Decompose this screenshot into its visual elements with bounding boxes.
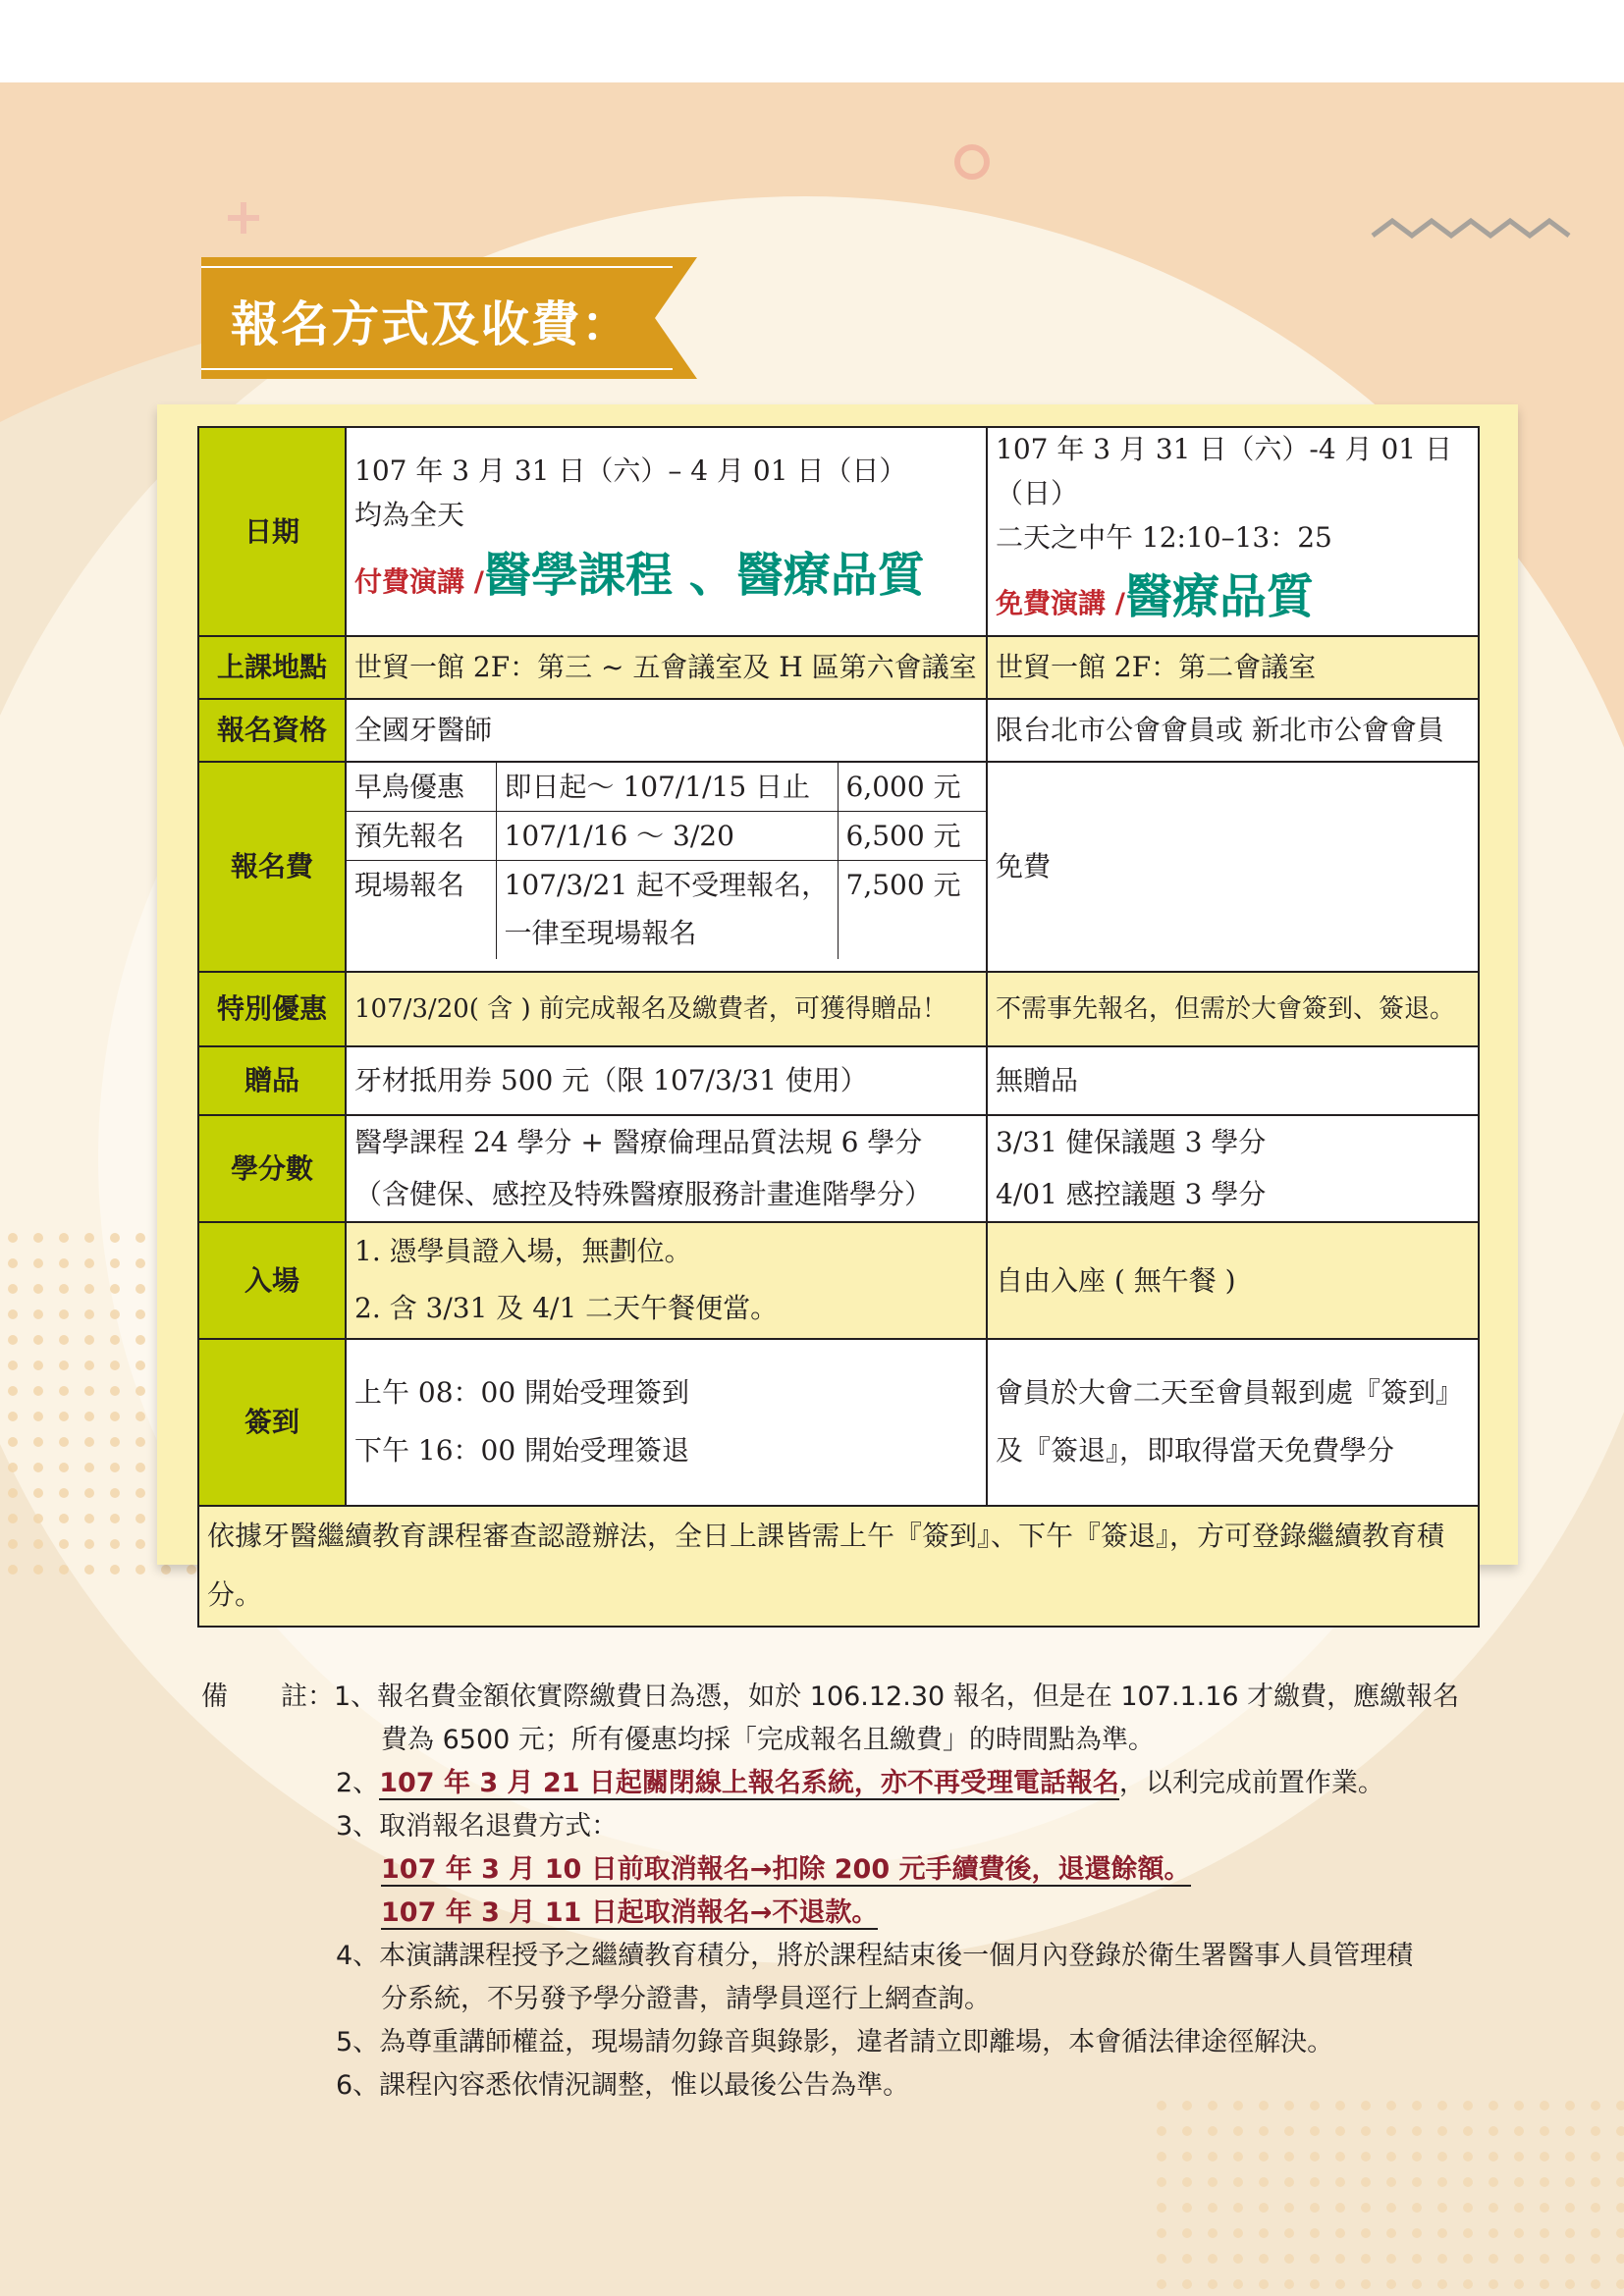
eligibility-paid: 全國牙醫師 <box>346 699 987 762</box>
row-label-venue: 上課地點 <box>198 636 346 699</box>
signin-paid: 上午 08：00 開始受理簽到 下午 16：00 開始受理簽退 <box>346 1339 987 1506</box>
table-row: 早鳥優惠 即日起～ 107/1/15 日止 6,000 元 <box>347 763 988 812</box>
entry-free: 自由入座 ( 無午餐 ) <box>987 1222 1479 1340</box>
fee-subtable <box>347 763 988 959</box>
note-4: 4、本演講課程授予之繼續教育積分，將於課程結束後一個月內登錄於衛生署醫事人員管理積 <box>336 1941 1414 1971</box>
row-label-eligibility: 報名資格 <box>198 699 346 762</box>
note-3b: 107 年 3 月 11 日起取消報名→不退款。 <box>381 1897 879 1928</box>
table-row: 現場報名 107/3/21 起不受理報名， 一律至現場報名 7,500 元 <box>347 861 988 959</box>
row-label-fee: 報名費 <box>198 762 346 972</box>
fee-free: 免費 <box>987 762 1479 972</box>
registration-table <box>197 426 1480 1628</box>
date-free: 107 年 3 月 31 日（六）-4 月 01 日（日） 二天之中午 12:10–13：25 免費演講 /醫療品質 <box>987 427 1479 636</box>
gift-free: 無贈品 <box>987 1046 1479 1115</box>
row-label-special: 特別優惠 <box>198 972 346 1046</box>
row-label-entry: 入場 <box>198 1222 346 1340</box>
signin-free: 會員於大會二天至會員報到處『簽到』及『簽退』，即取得當天免費學分 <box>987 1339 1479 1506</box>
venue-paid: 世貿一館 2F：第三 ~ 五會議室及 H 區第六會議室 <box>346 636 987 699</box>
fee-paid <box>346 762 987 972</box>
note-3a: 107 年 3 月 10 日前取消報名→扣除 200 元手續費後，退還餘額。 <box>381 1854 1191 1885</box>
note-3: 3、取消報名退費方式： <box>336 1811 619 1842</box>
credits-free: 3/31 健保議題 3 學分 4/01 感控議題 3 學分 <box>987 1115 1479 1221</box>
section-title: 報名方式及收費： <box>231 296 632 352</box>
venue-free: 世貿一館 2F：第二會議室 <box>987 636 1479 699</box>
date-paid: 107 年 3 月 31 日（六）– 4 月 01 日（日） 均為全天 付費演講 /醫學課程 、醫療品質 <box>346 427 987 636</box>
note-4-cont: 分系統，不另發予學分證書，請學員逕行上網查詢。 <box>381 1984 991 2014</box>
note-6: 6、課程內容悉依情況調整，惟以最後公告為準。 <box>336 2070 910 2101</box>
note-2: 2、107 年 3 月 21 日起關閉線上報名系統，亦不再受理電話報名，以利完成前置作業。 <box>336 1768 1384 1798</box>
eligibility-free: 限台北市公會會員或 新北市公會會員 <box>987 699 1479 762</box>
special-paid: 107/3/20( 含 ) 前完成報名及繳費者，可獲得贈品！ <box>346 972 987 1046</box>
entry-paid: 1. 憑學員證入場，無劃位。 2. 含 3/31 及 4/1 二天午餐便當。 <box>346 1222 987 1340</box>
special-free: 不需事先報名，但需於大會簽到、簽退。 <box>987 972 1479 1046</box>
note-1-cont: 費為 6500 元；所有優惠均採「完成報名且繳費」的時間點為準。 <box>381 1725 1155 1755</box>
credits-paid: 醫學課程 24 學分 + 醫療倫理品質法規 6 學分 （含健保、感控及特殊醫療服務計畫進階學分） <box>346 1115 987 1221</box>
table-row: 預先報名 107/1/16 ～ 3/20 6,500 元 <box>347 812 988 861</box>
row-label-signin: 簽到 <box>198 1339 346 1506</box>
row-label-gift: 贈品 <box>198 1046 346 1115</box>
notes-section <box>201 1676 1478 2108</box>
note-5: 5、為尊重講師權益，現場請勿錄音與錄影，違者請立即離場，本會循法律途徑解決。 <box>336 2027 1334 2057</box>
gift-paid: 牙材抵用券 500 元（限 107/3/31 使用） <box>346 1046 987 1115</box>
table-footer-note: 依據牙醫繼續教育課程審查認證辦法，全日上課皆需上午『簽到』、下午『簽退』，方可登錄繼續教育積分。 <box>198 1506 1479 1626</box>
row-label-date: 日期 <box>198 427 346 636</box>
note-1: 備 註：1、報名費金額依實際繳費日為憑，如於 106.12.30 報名，但是在 107.1.16 才繳費，應繳報名 <box>201 1682 1460 1712</box>
row-label-credits: 學分數 <box>198 1115 346 1221</box>
